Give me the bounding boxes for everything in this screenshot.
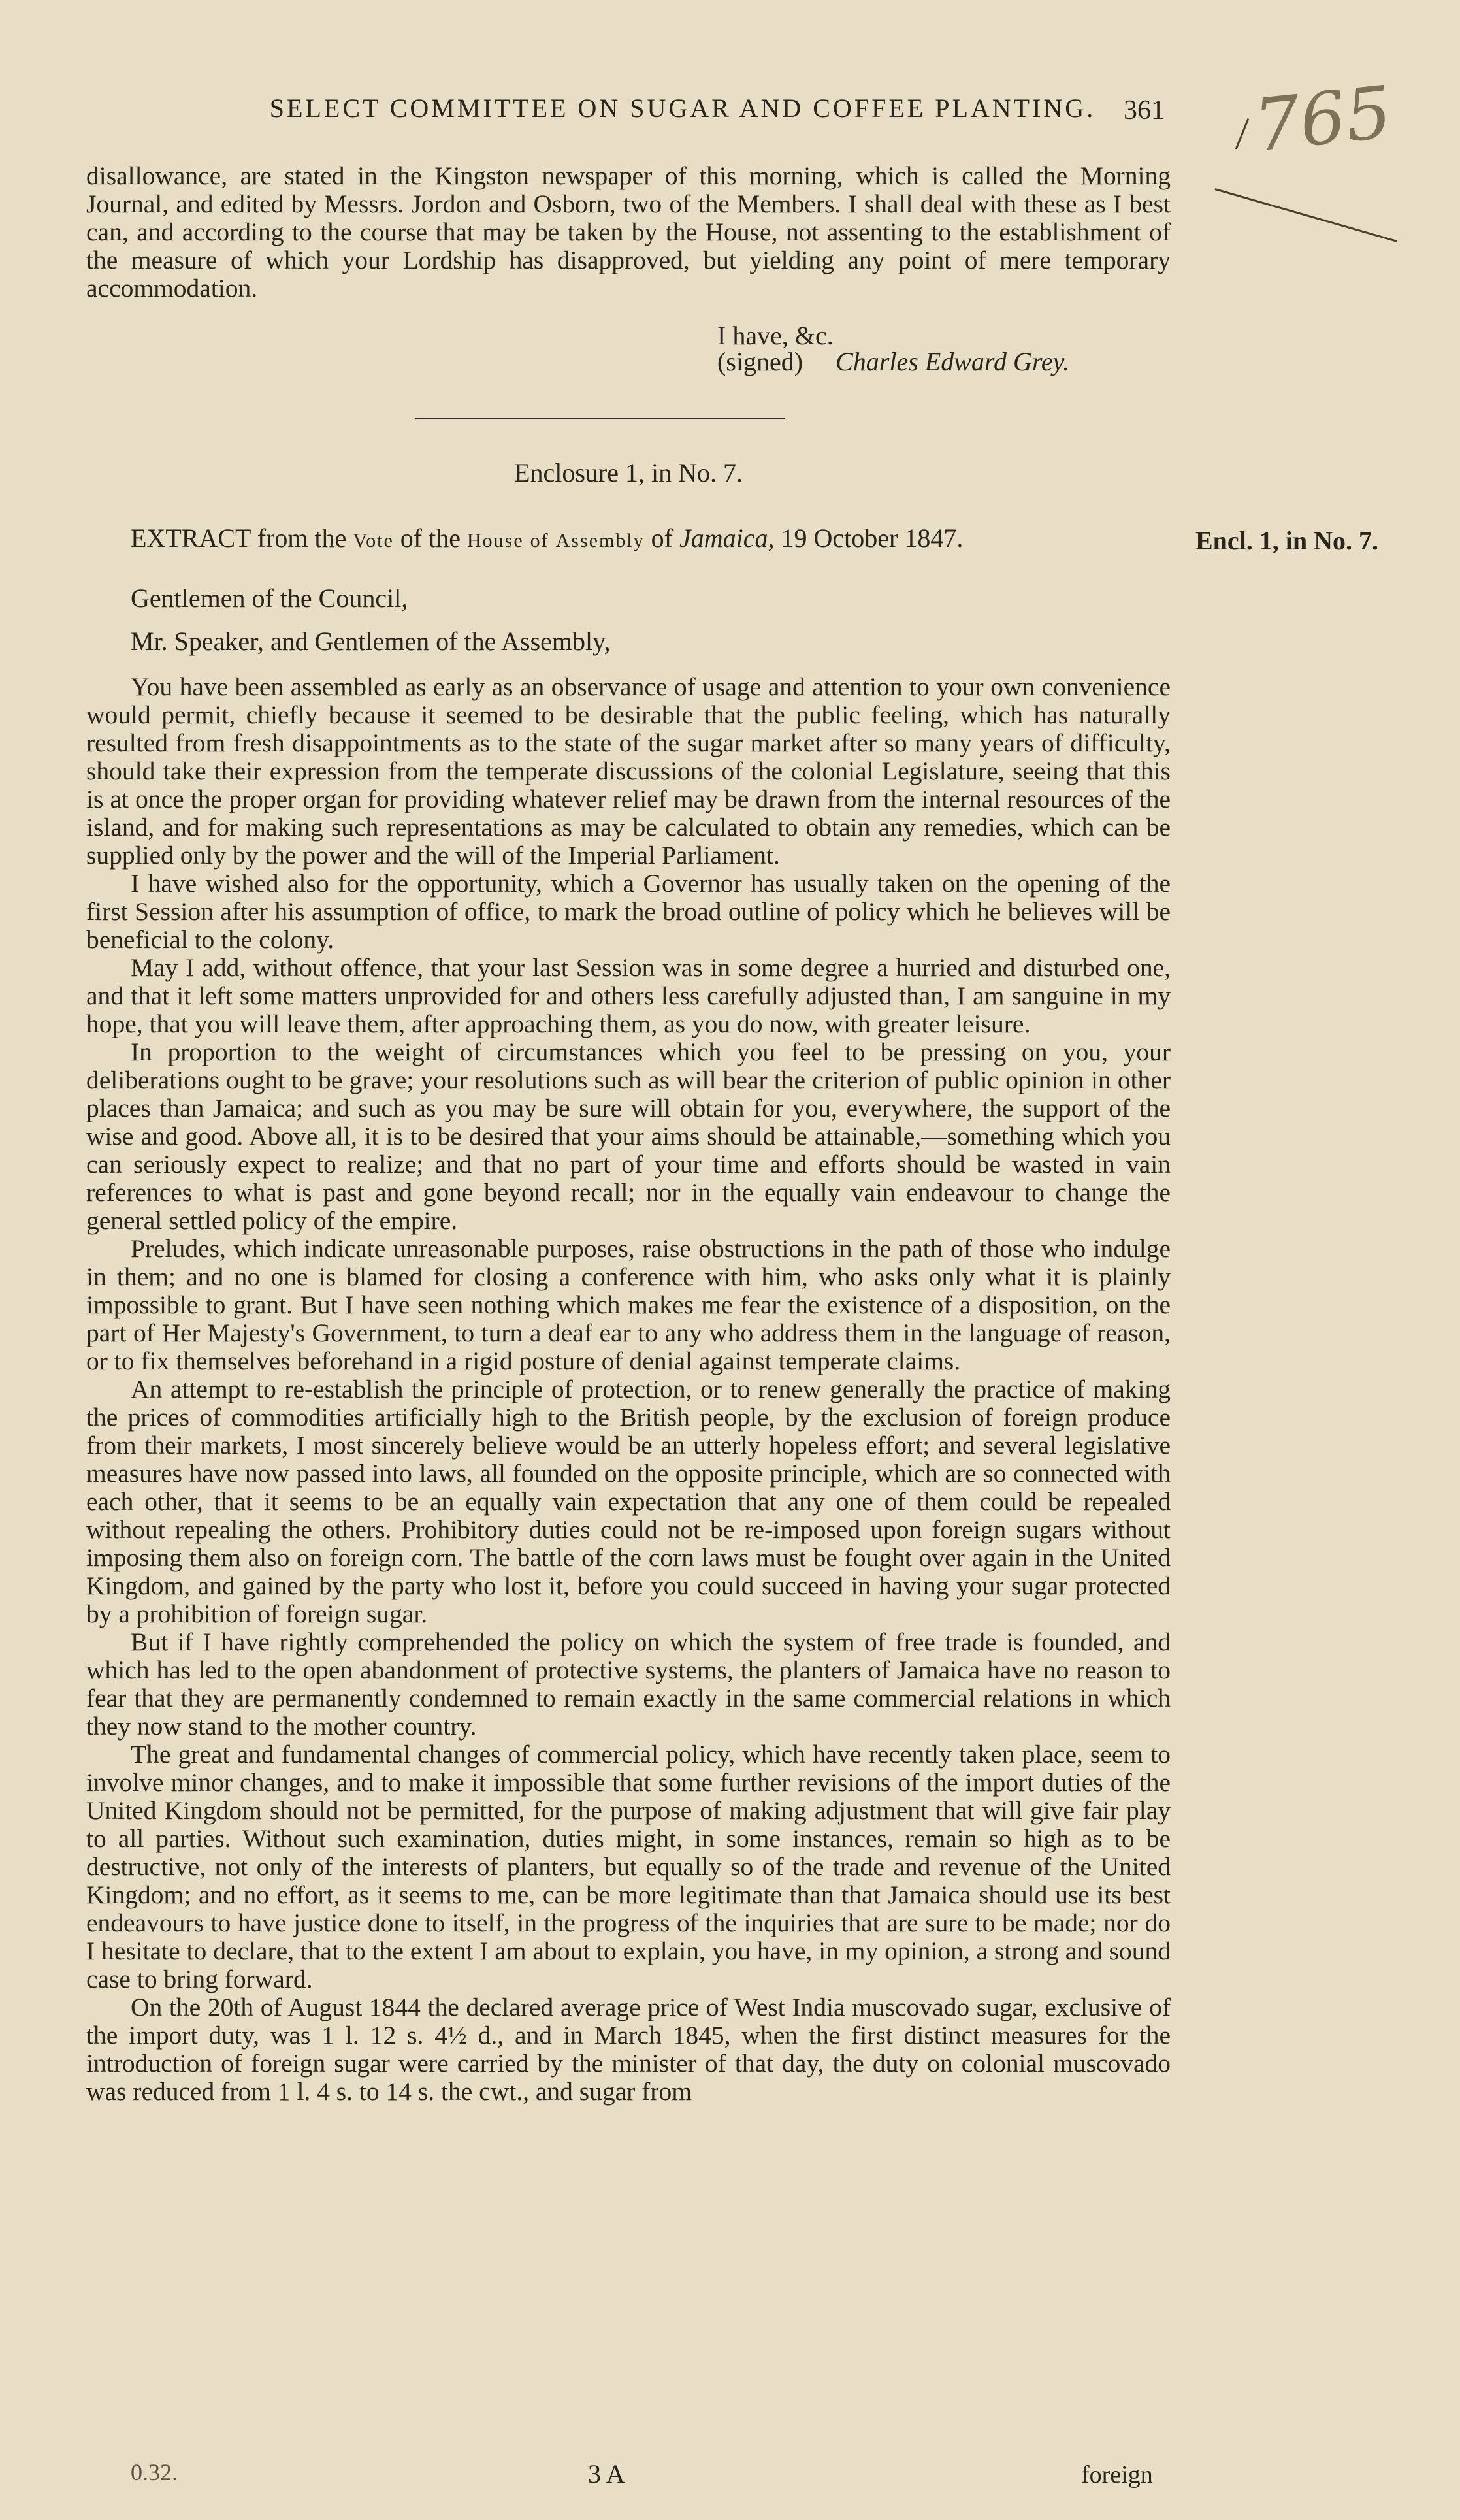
running-header: SELECT COMMITTEE ON SUGAR AND COFFEE PLANTING. (269, 93, 1096, 123)
extract-of: of (530, 530, 549, 551)
extract-date: 19 October 1847. (774, 523, 964, 553)
handwritten-folio-number: 765 (1250, 70, 1396, 168)
signatory-name: Charles Edward Grey. (835, 347, 1070, 376)
speech-paragraph: In proportion to the weight of circumstances which you feel to be pressing on you, your deliberations ought to be grave; your resolutions such as will bear the criterion of public opinion in other places than Jamaica; and such as you may be sure will obtain for you, everywhere, the support of the wise and good. Above all, it is to be desired that your aims should be attainable,—something which you can seriously expect to realize; and that no part of your time and efforts should be wasted in vain references to what is past and gone beyond recall; nor in the equally vain endeavour to change the general settled policy of the empire. (86, 1038, 1171, 1235)
extract-jamaica: Jamaica, (679, 523, 775, 553)
signed-label: (signed) (717, 347, 803, 376)
margin-note: Encl. 1, in No. 7. (1195, 526, 1379, 555)
section-divider (415, 418, 785, 419)
extract-part1: EXTRACT from the (131, 523, 353, 553)
extract-title (131, 523, 1143, 553)
salutation-council: Gentlemen of the Council, (131, 583, 408, 613)
footer-catchword: foreign (1081, 2461, 1153, 2489)
extract-house: House (466, 530, 524, 551)
speech-paragraph: The great and fundamental changes of commercial policy, which have recently taken place, seem to involve minor changes, and to make it impossible that some further revisions of the import duties of the United Kingdom should not be permitted, for the purpose of making adjustment that will give fair play to all parties. Without such examination, duties might, in some instances, remain so high as to be destructive, not only of the interests of planters, but equally so of the trade and revenue of the United Kingdom; and no effort, as it seems to me, can be more legitimate than that Jamaica should use its best endeavours to have justice done to itself, in the progress of the inquiries that are sure to be made; nor do I hesitate to declare, that to the extent I am about to explain, you have, in my opinion, a strong and sound case to bring forward. (86, 1740, 1171, 1993)
speech-paragraph: May I add, without offence, that your last Session was in some degree a hurried and disturbed one, and that it left some matters unprovided for and others less carefully adjusted than, I am sanguine in my hope, that you will leave them, after approaching them, as you do now, with greater leisure. (86, 953, 1171, 1038)
footer-signature-mark: 3 A (588, 2459, 625, 2489)
speech-paragraph: I have wished also for the opportunity, which a Governor has usually taken on the opening of the first Session after his assumption of office, to mark the broad outline of policy which he believes will be beneficial to the colony. (86, 869, 1171, 954)
intro-paragraph (86, 162, 1171, 303)
salutation-assembly: Mr. Speaker, and Gentlemen of the Assembly, (131, 627, 611, 656)
speech-paragraph: On the 20th of August 1844 the declared average price of West India muscovado sugar, exclusive of the import duty, was 1 l. 12 s. 4½ d., and in March 1845, when the first distinct measures for the introduction of foreign sugar were carried by the minister of that day, the duty on colonial muscovado was reduced from 1 l. 4 s. to 14 s. the cwt., and sugar from (86, 1993, 1171, 2106)
handwritten-pen-stroke (1215, 188, 1398, 242)
speech-paragraph: Preludes, which indicate unreasonable purposes, raise obstructions in the path of those who indulge in them; and no one is blamed for closing a conference with him, who asks only what it is plainly impossible to grant. But I have seen nothing which makes me fear the existence of a disposition, on the part of Her Majesty's Government, to turn a deaf ear to any who address them in the language of reason, or to fix themselves beforehand in a rigid posture of denial against temperate claims. (86, 1234, 1171, 1375)
handwritten-tick-mark (1235, 118, 1250, 149)
extract-part2: of the (393, 523, 467, 553)
speech-paragraph: You have been assembled as early as an observance of usage and attention to your own convenience would permit, chiefly because it seemed to be desirable that the public feeling, which has naturally resulted from fresh disappointments as to the state of the sugar market after so many years of difficulty, should take their expression from the temperate discussions of the colonial Legislature, seeing that this is at once the proper organ for providing whatever relief may be drawn from the internal resources of the island, and for making such representations as may be calculated to obtain any remedies, which can be supplied only by the power and the will of the Imperial Parliament. (86, 672, 1171, 870)
extract-assembly: Assembly (555, 530, 645, 551)
footer-sheet-mark: 0.32. (131, 2459, 178, 2485)
enclosure-heading: Enclosure 1, in No. 7. (514, 458, 743, 487)
speech-paragraph: But if I have rightly comprehended the policy on which the system of free trade is founded, and which has led to the open abandonment of protective systems, the planters of Jamaica have no reason to fear that they are permanently condemned to remain exactly in the same commercial relations in which they now stand to the mother country. (86, 1628, 1171, 1741)
signature-line (717, 346, 1069, 377)
page-number: 361 (1124, 95, 1165, 125)
extract-vote: Vote (353, 530, 394, 551)
letter-closing: I have, &c. (717, 321, 834, 350)
extract-part3: of (644, 523, 679, 553)
speech-body (86, 673, 1171, 2106)
speech-paragraph: An attempt to re-establish the principle of protection, or to renew generally the practice of making the prices of commodities artificially high to the British people, by the exclusion of foreign produce from their markets, I most sincerely believe would be an utterly hopeless effort; and several legislative measures have now passed into laws, all founded on the opposite principle, which are so connected with each other, that it seems to be an equally vain expectation that any one of them could be repealed without repealing the others. Prohibitory duties could not be re-imposed upon foreign sugars without imposing them also on foreign corn. The battle of the corn laws must be fought over again in the United Kingdom, and gained by the party who lost it, before you could succeed in having your sugar protected by a prohibition of foreign sugar. (86, 1375, 1171, 1628)
intro-text: disallowance, are stated in the Kingston newspaper of this morning, which is called the Morning Journal, and edited by Messrs. Jordon and Osborn, two of the Members. I shall deal with these as I best can, and according to the course that may be taken by the House, not assenting to the establishment of the measure of which your Lordship has disapproved, but yielding any point of mere temporary accommodation. (86, 161, 1171, 303)
